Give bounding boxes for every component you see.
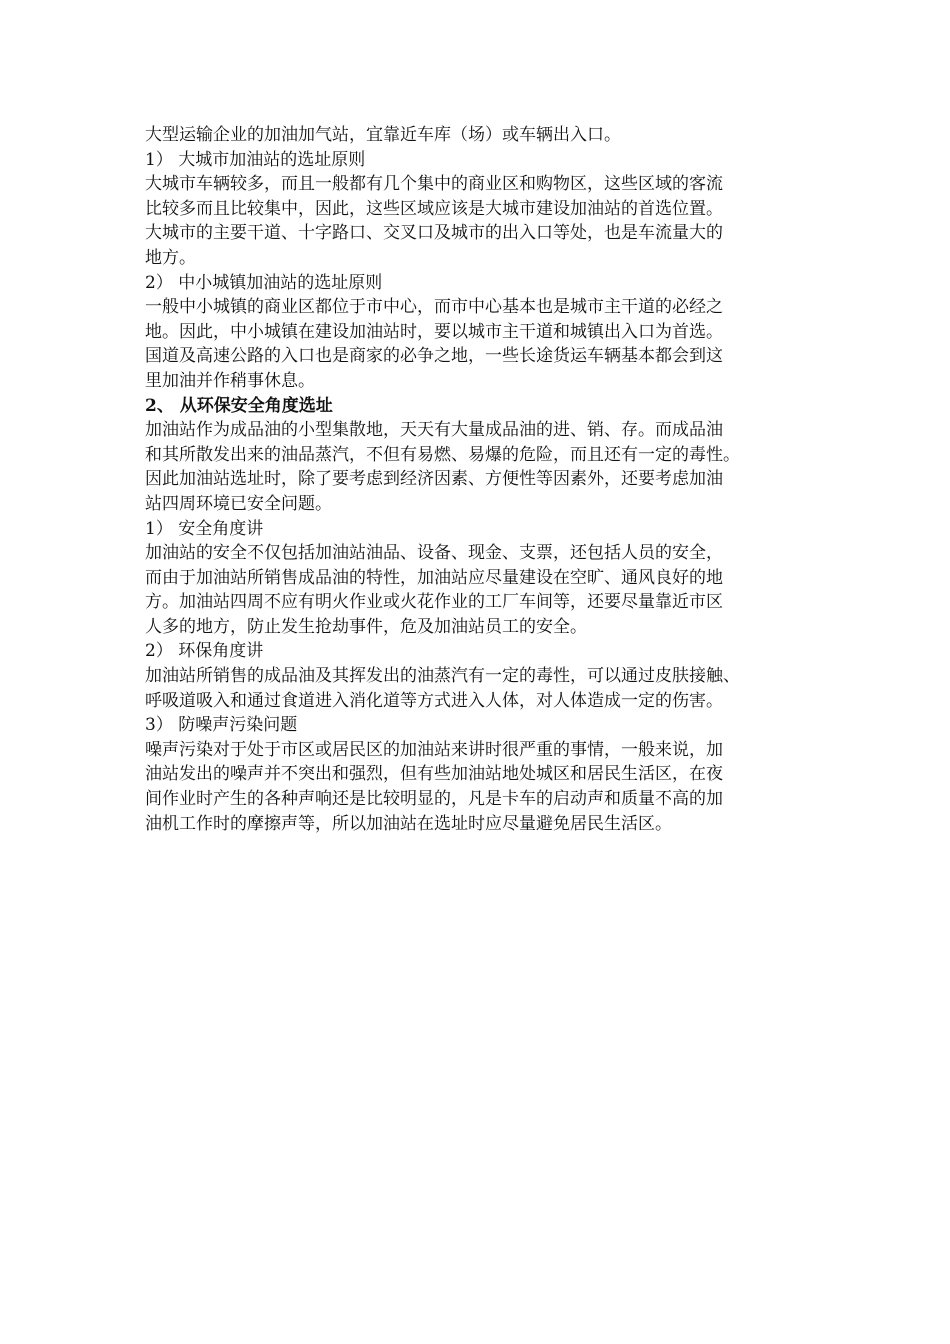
subheading-line: 2） 中小城镇加油站的选址原则	[145, 272, 383, 293]
body-line: 加油站所销售的成品油及其挥发出的油蒸汽有一定的毒性，可以通过皮肤接触、	[145, 666, 740, 687]
subheading-line: 1） 大城市加油站的选址原则	[145, 149, 366, 170]
body-line: 人多的地方，防止发生抢劫事件，危及加油站员工的安全。	[145, 616, 587, 637]
body-line: 噪声污染对于处于市区或居民区的加油站来讲时很严重的事情，一般来说，加	[145, 739, 723, 760]
subheading-line: 1） 安全角度讲	[145, 518, 264, 539]
body-line: 加油站的安全不仅包括加油站油品、设备、现金、支票，还包括人员的安全，	[145, 543, 723, 564]
body-line: 油机工作时的摩擦声等，所以加油站在选址时应尽量避免居民生活区。	[145, 813, 672, 834]
body-line: 而由于加油站所销售成品油的特性，加油站应尽量建设在空旷、通风良好的地	[145, 567, 723, 588]
body-line: 地。因此，中小城镇在建设加油站时，要以城市主干道和城镇出入口为首选。	[145, 321, 723, 342]
body-line: 地方。	[145, 247, 196, 268]
body-line: 大城市车辆较多，而且一般都有几个集中的商业区和购物区，这些区域的客流	[145, 174, 723, 195]
body-line: 站四周环境已安全问题。	[145, 493, 332, 514]
subheading-line: 3） 防噪声污染问题	[145, 715, 298, 736]
body-line: 因此加油站选址时，除了要考虑到经济因素、方便性等因素外，还要考虑加油	[145, 469, 723, 490]
body-line: 方。加油站四周不应有明火作业或火花作业的工厂车间等，还要尽量靠近市区	[145, 592, 723, 613]
body-line: 里加油并作稍事休息。	[145, 370, 315, 391]
subheading-line: 2） 环保角度讲	[145, 641, 264, 662]
body-line: 和其所散发出来的油品蒸汽，不但有易燃、易爆的危险，而且还有一定的毒性。	[145, 444, 740, 465]
body-line: 油站发出的噪声并不突出和强烈，但有些加油站地处城区和居民生活区，在夜	[145, 764, 723, 785]
body-line: 国道及高速公路的入口也是商家的必争之地，一些长途货运车辆基本都会到这	[145, 346, 723, 367]
body-line: 大型运输企业的加油加气站，宜靠近车库（场）或车辆出入口。	[145, 125, 621, 145]
body-line: 大城市的主要干道、十字路口、交叉口及城市的出入口等处，也是车流量大的	[145, 223, 723, 244]
body-line: 间作业时产生的各种声响还是比较明显的，凡是卡车的启动声和质量不高的加	[145, 789, 723, 810]
document-page	[145, 123, 825, 836]
body-line: 一般中小城镇的商业区都位于市中心，而市中心基本也是城市主干道的必经之	[145, 297, 723, 318]
body-line: 比较多而且比较集中，因此，这些区域应该是大城市建设加油站的首选位置。	[145, 198, 723, 219]
body-line: 呼吸道吸入和通过食道进入消化道等方式进入人体，对人体造成一定的伤害。	[145, 690, 723, 711]
section-heading: 2、 从环保安全角度选址	[145, 395, 333, 416]
body-line: 加油站作为成品油的小型集散地，天天有大量成品油的进、销、存。而成品油	[145, 420, 723, 441]
